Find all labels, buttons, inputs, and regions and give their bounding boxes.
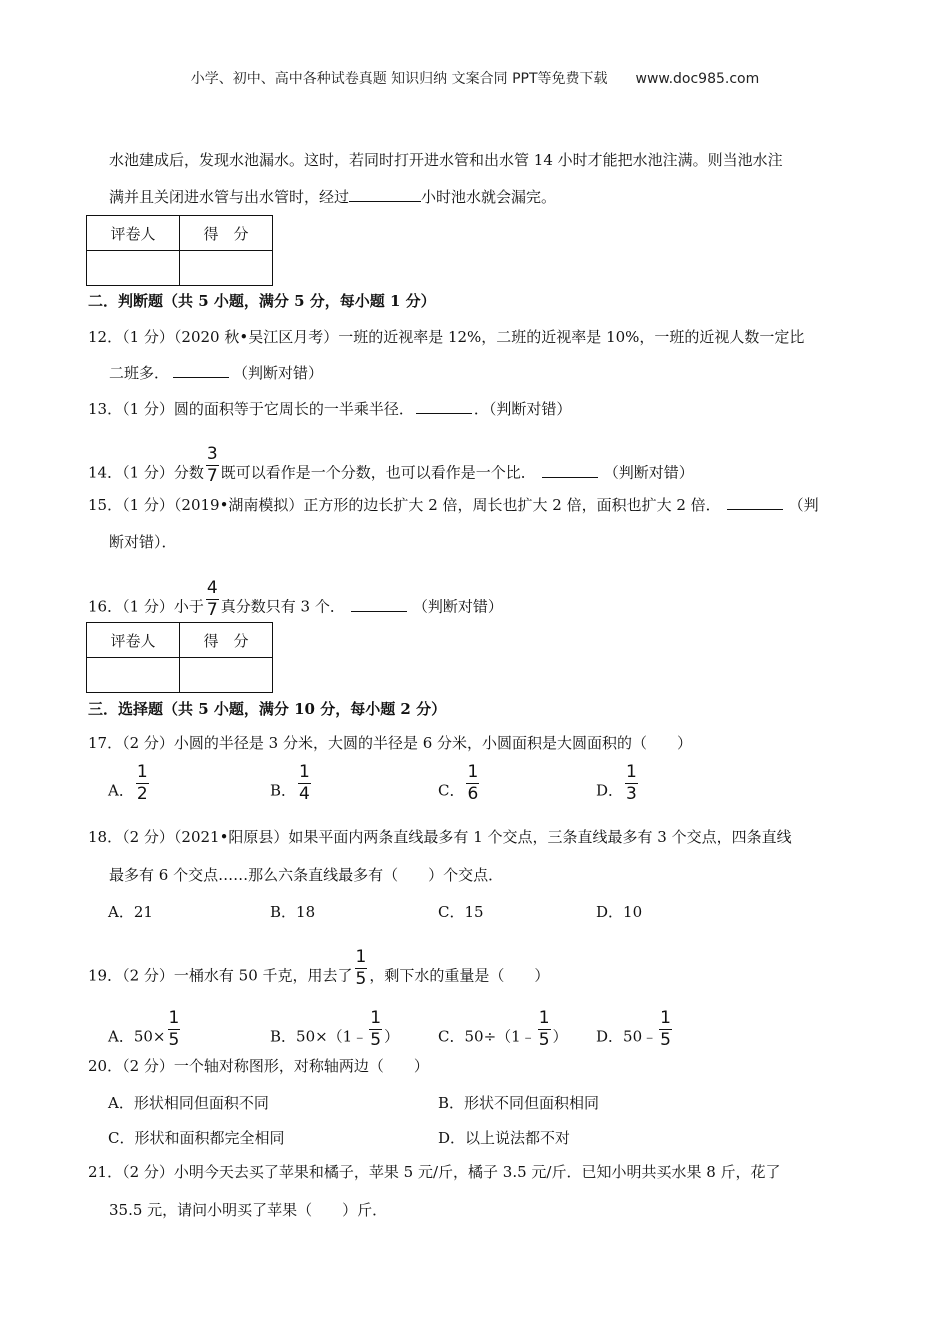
q19-stem (88, 947, 550, 996)
q15-line2: 断对错）． (109, 533, 177, 551)
fraction-1-4: $\frac{1}{4}$ (299, 762, 310, 804)
q18-line1: 18．（2 分）（2021•阳原县）如果平面内两条直线最多有 1 个交点，三条直线最多有 3 个交点，四条直线 (88, 828, 792, 846)
fraction-1-5: $\frac{1}{5}$ (370, 1008, 382, 1050)
q16-hint: （判断对错） (412, 597, 503, 616)
grader-header: 评卷人 (87, 623, 180, 658)
score-cell[interactable] (180, 658, 273, 693)
q14-hint: （判断对错） (603, 463, 694, 482)
q11-line2-text-end: 小时池水就会漏完。 (421, 188, 557, 206)
q15-hint: （判 (788, 496, 819, 514)
q16-text: 16．（1 分）小于 (88, 597, 204, 616)
fraction-1-5: $\frac{1}{5}$ (660, 1008, 671, 1050)
q19-option-a[interactable] (108, 1008, 182, 1057)
q13-text: 13．（1 分）圆的面积等于它周长的一半乘半径． (88, 400, 414, 418)
q17-option-a[interactable] (108, 762, 151, 811)
q17-stem: 17．（2 分）小圆的半径是 3 分米，大圆的半径是 6 分米，小圆面积是大圆面积的（ ） (88, 734, 693, 752)
q17-option-c[interactable] (438, 762, 481, 811)
q15-line1 (88, 494, 819, 515)
q20-stem: 20．（2 分）一个轴对称图形，对称轴两边（ ） (88, 1057, 429, 1075)
answer-blank[interactable] (349, 186, 421, 202)
section-2-title: 二．判断题（共 5 小题，满分 5 分，每小题 1 分） (88, 292, 436, 310)
option-text: D．50﹣ (596, 1027, 658, 1046)
fraction-3-7: $\frac{3}{7}$ (206, 444, 218, 486)
option-text-end: ） (384, 1027, 400, 1046)
q20-option-b[interactable]: B．形状不同但面积相同 (438, 1094, 600, 1112)
option-text: C．50÷（1﹣ (438, 1027, 536, 1046)
option-text: B．50×（1﹣ (270, 1027, 368, 1046)
score-table (86, 215, 273, 286)
option-label: C． (438, 781, 465, 800)
grader-cell[interactable] (87, 658, 180, 693)
fraction-1-5: $\frac{1}{5}$ (538, 1008, 550, 1050)
q19-option-c[interactable] (438, 1008, 568, 1057)
q20-option-d[interactable]: D．以上说法都不对 (438, 1129, 571, 1147)
grader-header: 评卷人 (87, 216, 180, 251)
option-text-end: ） (552, 1027, 568, 1046)
q19-text: 19．（2 分）一桶水有 50 千克，用去了 (88, 966, 353, 985)
answer-blank[interactable] (173, 362, 229, 378)
q17-option-b[interactable] (270, 762, 313, 811)
q12-line1: 12．（1 分）（2020 秋•吴江区月考）一班的近视率是 12%，二班的近视率是 10%，一班的近视人数一定比 (88, 328, 805, 346)
q14-text-2: 既可以看作是一个分数，也可以看作是一个比． (220, 463, 536, 482)
option-label: D． (596, 781, 624, 800)
q13 (88, 398, 571, 419)
score-header: 得 分 (180, 216, 273, 251)
grader-cell[interactable] (87, 251, 180, 286)
q18-line2: 最多有 6 个交点……那么六条直线最多有（ ）个交点． (109, 866, 504, 884)
option-label: B． (270, 781, 297, 800)
fraction-1-5: $\frac{1}{5}$ (168, 1008, 180, 1050)
q11-line2 (109, 186, 556, 207)
q14 (88, 444, 694, 493)
q18-option-a[interactable]: A．21 (108, 903, 153, 921)
score-table (86, 622, 273, 693)
score-cell[interactable] (180, 251, 273, 286)
fraction-4-7: $\frac{4}{7}$ (206, 578, 218, 620)
q20-option-c[interactable]: C．形状和面积都完全相同 (108, 1129, 285, 1147)
answer-blank[interactable] (727, 494, 783, 510)
q21-line1: 21．（2 分）小明今天去买了苹果和橘子，苹果 5 元/斤，橘子 3.5 元/斤．已知小明共买水果 8 斤，花了 (88, 1163, 781, 1181)
q21-line2: 35.5 元，请问小明买了苹果（ ）斤． (109, 1201, 388, 1219)
q18-option-c[interactable]: C．15 (438, 903, 484, 921)
fraction-1-5: $\frac{1}{5}$ (355, 947, 367, 989)
q12-line2 (109, 362, 323, 383)
score-header: 得 分 (180, 623, 273, 658)
q16-text-2: 真分数只有 3 个． (220, 597, 345, 616)
answer-blank[interactable] (351, 596, 407, 612)
q18-option-b[interactable]: B．18 (270, 903, 316, 921)
fraction-1-2: $\frac{1}{2}$ (136, 762, 148, 804)
q18-option-d[interactable]: D．10 (596, 903, 643, 921)
option-label: A． (108, 781, 134, 800)
q11-line2-text: 满并且关闭进水管与出水管时，经过 (109, 188, 350, 206)
q19-text-2: ，剩下水的重量是（ ） (369, 966, 550, 985)
q11-line1: 水池建成后，发现水池漏水。这时，若同时打开进水管和出水管 14 小时才能把水池注满。则当池水注 (109, 151, 783, 169)
q12-hint: （判断对错） (233, 364, 324, 382)
section-3-title: 三．选择题（共 5 小题，满分 10 分，每小题 2 分） (88, 700, 447, 718)
q12-text: 二班多． (109, 364, 170, 382)
q19-option-d[interactable] (596, 1008, 674, 1057)
q15-text: 15．（1 分）（2019•湖南模拟）正方形的边长扩大 2 倍，周长也扩大 2 倍，面积也扩大 2 倍． (88, 496, 721, 514)
page-header (0, 68, 950, 88)
q14-text: 14．（1 分）分数 (88, 463, 204, 482)
q17-option-d[interactable] (596, 762, 640, 811)
fraction-1-6: $\frac{1}{6}$ (467, 762, 479, 804)
q19-option-b[interactable] (270, 1008, 400, 1057)
answer-blank[interactable] (542, 462, 598, 478)
fraction-1-3: $\frac{1}{3}$ (626, 762, 637, 804)
option-text: A．50× (108, 1027, 166, 1046)
q13-hint: ．（判断对错） (473, 400, 572, 418)
header-text: 小学、初中、高中各种试卷真题 知识归纳 文案合同 PPT等免费下载 (190, 71, 608, 87)
answer-blank[interactable] (416, 398, 472, 414)
header-url[interactable]: www.doc985.com (635, 71, 760, 87)
q20-option-a[interactable]: A．形状相同但面积不同 (108, 1094, 269, 1112)
